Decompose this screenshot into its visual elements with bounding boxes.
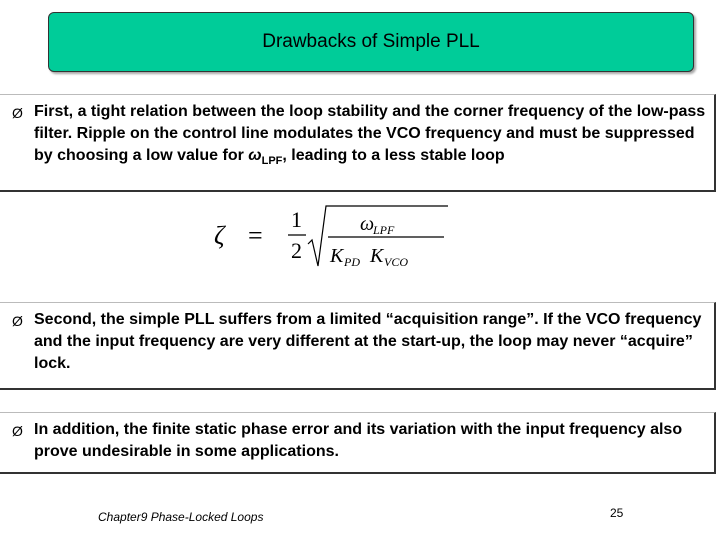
svg-text:ω: ω [360,213,375,235]
omega-symbol: ω [248,147,262,164]
bullet-panel-2 [0,302,716,390]
svg-text:=: = [248,221,263,250]
bullet-arrow-icon: Ø [12,105,23,121]
footer-chapter: Chapter9 Phase-Locked Loops [98,510,264,524]
svg-text:K: K [370,245,384,267]
bullet-panel-3 [0,412,716,474]
page-number: 25 [610,506,624,520]
bullet-text-1: First, a tight relation between the loop stability and the corner frequency of the low-pass filter. Ripple on the control line modulates the VCO frequency and must be suppressed by choosing a low value for $\omega_{LPF}$, leading to a less stable loop [34,103,706,168]
bullet-panel-1 [0,94,716,192]
svg-text:2: 2 [291,238,302,263]
bullet-arrow-icon: Ø [12,313,23,329]
bullet-arrow-icon: Ø [12,423,23,439]
slide-title-box [48,12,694,72]
svg-text:ζ: ζ [214,221,225,250]
bullet-text-2: Second, the simple PLL suffers from a limited “acquisition range”. If the VCO frequency and the input frequency are very different at the start-up, the loop may never “acquire” lock. [34,311,702,372]
damping-formula [212,200,452,274]
svg-text:LPF: LPF [373,223,395,237]
svg-text:1: 1 [291,207,302,232]
slide-title: Drawbacks of Simple PLL [262,31,480,52]
bullet-text-3: In addition, the finite static phase error and its variation with the input frequency also prove undesirable in some applications. [34,421,683,460]
svg-text:PD: PD [344,255,360,269]
svg-text:K: K [330,245,344,267]
svg-text:VCO: VCO [384,255,408,269]
